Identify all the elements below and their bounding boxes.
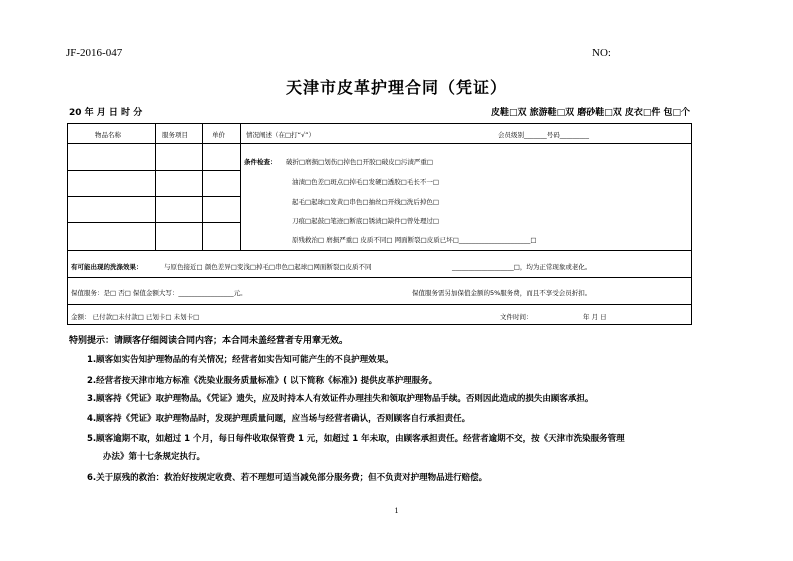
condition-row-1: 破折□磨损□划伤□掉色□开胶□破皮□污渍严重□ [286,158,433,166]
amount-line: 金额： 已付款□未付款□ 已划卡□ 未划卡□ [71,313,200,321]
header-service: 服务项目 [162,131,188,139]
contract-code: JF-2016-047 [66,47,123,59]
clause-5-continued: 办法》第十七条规定执行。 [103,452,206,462]
insurance-left: 保值服务：是□ 否□ 保值金额大写：_________________元。 [71,289,247,297]
number-label: NO: [592,47,611,59]
clause-1: 1.顾客如实告知护理物品的有关情况；经营者如实告知可能产生的不良护理效果。 [87,355,394,365]
contract-table [67,123,692,325]
possible-results-tail: ___________________□，均为正常现象或老化。 [452,263,592,271]
notice-title: 特别提示：请顾客仔细阅读合同内容；本合同未盖经营者专用章无效。 [69,336,349,346]
pickup-date: 年 月 日 [583,313,607,321]
header-member: 会员级别_______号码_________ [498,131,589,139]
condition-row-3: 起毛□起球□发黄□串色□抽丝□开线□洗后掉色□ [292,198,439,206]
condition-row-2: 油渍□色差□斑点□掉毛□发硬□透胶□毛长不一□ [292,178,439,186]
possible-results-text: 与原色接近□ 颜色差异□变浅□掉毛□串色□起球□网面断裂□皮质不同 [164,263,372,271]
page-title: 天津市皮革护理合同（凭证） [285,78,507,97]
condition-row-5: 原残救治□ 磨损严重□ 皮质不同□ 网面断裂□皮质已坏□______________________□ [292,236,537,244]
clause-4: 4.顾客持《凭证》取护理物品时，发现护理质量问题，应当场与经营者确认，否则顾客自行承担责任。 [87,414,471,424]
header-item-name: 物品名称 [95,131,121,139]
clause-5: 5.顾客逾期不取，如超过 1 个月，每日每件收取保管费 1 元，如超过 1 年未取，由顾客承担责任。经营者逾期不交，按《天津市洗染服务管理 [87,434,625,444]
page-number: 1 [394,506,399,515]
condition-row-4: 刀痕□起鼓□笔迹□断底□锈渍□缺件□曾处理过□ [292,217,439,225]
clause-3: 3.顾客持《凭证》取护理物品。《凭证》遗失，应及时持本人有效证件办理挂失和领取护理物品手续。否则因此造成的损失由顾客承担。 [87,394,594,404]
item-count-line: 皮鞋□双 旅游鞋□双 磨砂鞋□双 皮衣□件 包□个 [490,108,690,118]
possible-results-label: 有可能出现的洗涤效果： [71,263,143,271]
header-price: 单价 [212,131,225,139]
clause-6: 6.关于原残的救治：救治好按规定收费、若不理想可适当减免部分服务费；但不负责对护理物品进行赔偿。 [87,473,488,483]
date-line: 20 年 月 日 时 分 [69,108,143,118]
inspection-label: 条件检查： [244,158,277,166]
header-condition: 情况阐述（在□打“√”） [246,131,316,139]
pickup-label: 文件时间： [500,313,533,321]
clause-2: 2.经营者按天津市地方标准《洗染业服务质量标准》( 以下简称《标准》) 提供皮革护理服务。 [87,376,438,386]
insurance-right: 保值服务需另加保值金额的5%服务费，而且不享受会员折扣。 [412,289,592,297]
